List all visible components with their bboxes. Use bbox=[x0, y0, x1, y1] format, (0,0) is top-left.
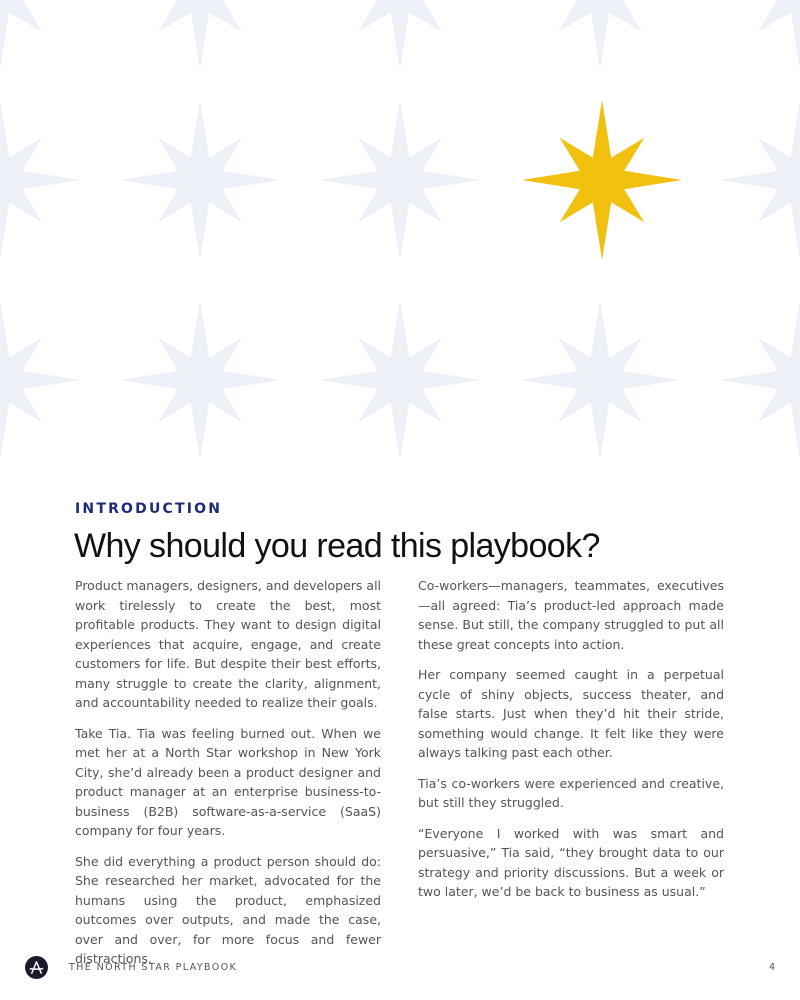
background-star-icon bbox=[0, 100, 80, 260]
hero-star-pattern bbox=[0, 0, 800, 470]
background-star-icon bbox=[120, 0, 280, 70]
background-star-icon bbox=[320, 100, 480, 260]
paragraph: Her company seemed caught in a perpetual cycle of shiny objects, success theater, and false starts. Just when they’d hit their stride, something would change. It felt like they were always talking past each other. bbox=[418, 667, 724, 760]
paragraph: “Everyone I worked with was smart and persuasive,” Tia said, “they brought data to our strategy and priority discussions. But a week or two later, we’d be back to business as usual.” bbox=[418, 825, 724, 899]
background-star-icon bbox=[520, 0, 680, 70]
background-star-icon bbox=[520, 300, 680, 460]
paragraph: Co-workers—managers, teammates, executives—all agreed: Tia’s product-led approach made sense. But still, the company struggled to put all these great concepts into action. bbox=[418, 578, 724, 652]
background-star-icon bbox=[120, 300, 280, 460]
page-number: 4 bbox=[768, 962, 775, 973]
amplitude-logo-icon bbox=[25, 956, 48, 979]
background-stars bbox=[0, 0, 800, 460]
paragraph: Take Tia. Tia was feeling burned out. When we met her at a North Star workshop in New York City, she’d already been a product designer and product manager at an enterprise business-to-business (B2B) software-as-a-service (SaaS) company for four years. bbox=[75, 725, 381, 838]
body-column-left bbox=[75, 576, 381, 980]
paragraph: Tia’s co-workers were experienced and creative, but still they struggled. bbox=[418, 775, 724, 810]
paragraph: Product managers, designers, and developers all work tirelessly to create the best, most profitable products. They want to design digital experiences that acquire, engage, and create customers for life. But despite their best efforts, many struggle to create the clarity, alignment, and accountability needed to realize their goals. bbox=[75, 578, 382, 710]
background-star-icon bbox=[320, 300, 480, 460]
footer-title: THE NORTH STAR PLAYBOOK bbox=[69, 962, 238, 973]
body-column-right bbox=[418, 576, 724, 913]
north-star-icon bbox=[522, 100, 682, 260]
paragraph: She did everything a product person should do: She researched her market, advocated for the humans using the product, emphasized outcomes over outputs, and made the case, over and over, for more focus and fewer distractions. bbox=[75, 853, 381, 966]
section-kicker: INTRODUCTION bbox=[75, 501, 223, 517]
background-star-icon bbox=[720, 0, 800, 70]
page-title: Why should you read this playbook? bbox=[74, 527, 600, 565]
background-star-icon bbox=[0, 300, 80, 460]
background-star-icon bbox=[720, 300, 800, 460]
background-star-icon bbox=[120, 100, 280, 260]
background-star-icon bbox=[0, 0, 80, 70]
background-star-icon bbox=[720, 100, 800, 260]
background-star-icon bbox=[320, 0, 480, 70]
